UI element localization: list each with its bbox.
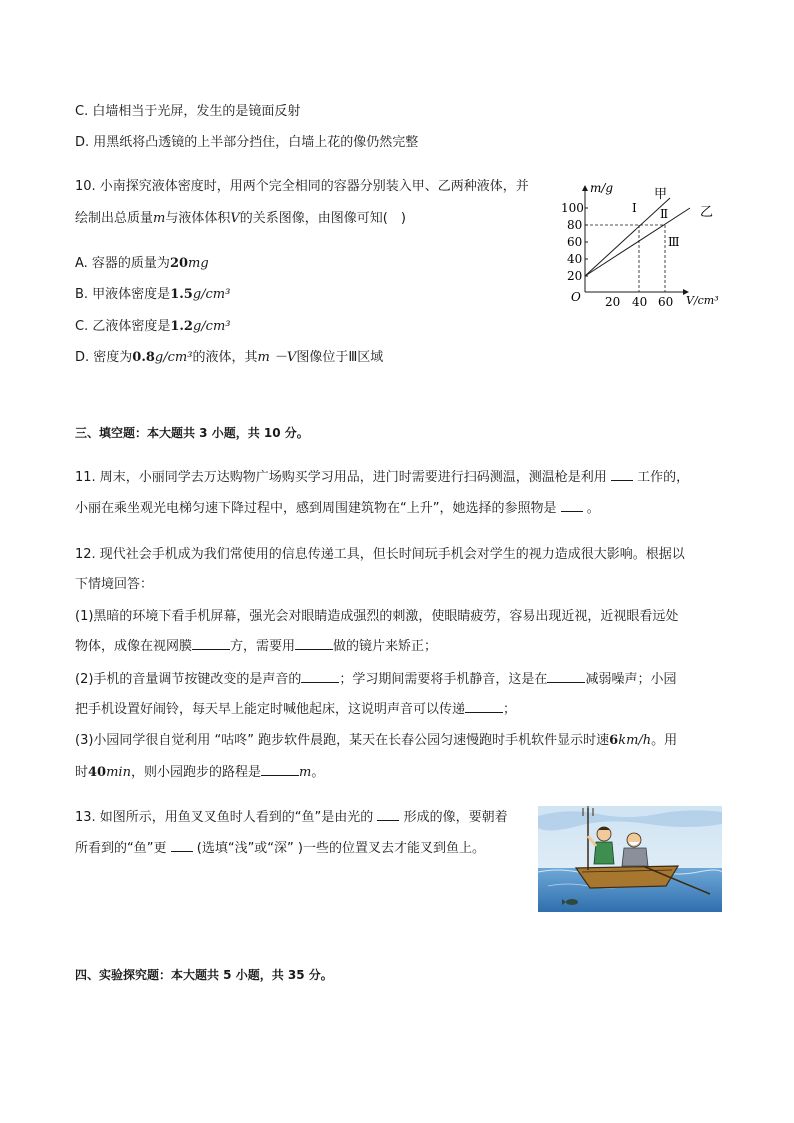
q12-p2-text-e: ；: [503, 702, 517, 717]
q13-blank-1: [377, 808, 399, 821]
q11-text-b: 工作的，: [637, 470, 690, 485]
q12-blank-5: [465, 700, 503, 713]
q9-option-d: D. 用黑纸将凸透镜的上半部分挡住，白墙上花的像仍然完整: [75, 135, 419, 150]
q11-blank-2: [561, 499, 583, 512]
q12-p1-text-c: 做的镜片来矫正；: [333, 639, 438, 654]
q12-blank-2: [295, 637, 333, 650]
boat: [576, 866, 678, 888]
q10-option-b: [75, 286, 230, 304]
q11-blank-1: [611, 468, 633, 481]
q10-option-b-unit: g/cm³: [192, 287, 231, 302]
x-axis-label: V/cm³: [686, 294, 719, 307]
q12-blank-3: [301, 670, 339, 683]
q10-option-a-text: A. 容器的质量为: [75, 256, 170, 271]
q12-time-value: 40: [88, 765, 107, 780]
q10-stem-text-c: 的关系图像，由图像可知( ): [239, 211, 406, 226]
y-tick-label-80: 80: [567, 218, 583, 232]
line-jia-label: 甲: [654, 187, 668, 202]
q12-p3-text-a: (3)小园同学很自觉利用 “咕咚” 跑步软件晨跑，某天在长春公园匀速慢跑时手机软件显示时速: [75, 733, 610, 748]
q10-option-a: [75, 255, 209, 273]
q12-part3-line1: [75, 732, 677, 750]
y-tick-label-40: 40: [567, 252, 583, 266]
boy-shirt: [594, 842, 614, 864]
q12-blank-6: [261, 763, 299, 776]
q12-part2-line2: [75, 700, 516, 719]
q10-option-c-unit: g/cm³: [192, 319, 231, 334]
q10-symbol-m: m: [153, 211, 166, 226]
q12-p2-text-b: ；学习期间需要将手机静音，这是在: [339, 672, 548, 687]
q10-option-c-text: C. 乙液体密度是: [75, 319, 171, 334]
region-2-label: Ⅱ: [660, 207, 669, 221]
q10-option-d-post: 图像位于Ⅲ区域: [296, 350, 384, 365]
q10-symbol-v: V: [230, 211, 240, 226]
q12-distance-unit: m: [298, 765, 312, 780]
q12-p2-text-a: (2)手机的音量调节按键改变的是声音的: [75, 672, 302, 687]
q13-line2: [75, 839, 485, 858]
q10-option-d: [75, 349, 383, 367]
q12-p2-text-c: 减弱噪声；小园: [585, 672, 677, 687]
region-3-label: Ⅲ: [668, 235, 680, 249]
section-3-heading: 三、填空题：本大题共 3 小题，共 10 分。: [75, 426, 309, 440]
q10-option-a-value: 20: [169, 256, 189, 271]
y-tick-label-60: 60: [567, 235, 583, 249]
q12-p3-text-d: ，则小园跑步的路程是: [130, 765, 261, 780]
region-1-label: Ⅰ: [632, 201, 637, 215]
q10-option-d-mid: 的液体，其: [192, 350, 258, 365]
q10-option-a-unit: mg: [188, 256, 209, 271]
man-coat: [622, 848, 648, 866]
y-axis-label: m/g: [590, 181, 614, 195]
q11-text-c: 小丽在乘坐观光电梯匀速下降过程中，感到周围建筑物在“上升”，她选择的参照物是: [75, 501, 557, 516]
q11-line1: [75, 468, 689, 487]
q12-p3-text-c: 时: [75, 765, 89, 780]
q13-blank-2: [171, 839, 193, 852]
x-tick-label-20: 20: [605, 295, 621, 309]
mass-volume-graph: [560, 180, 730, 310]
q13-text-d: (选填“浅”或“深” )一些的位置叉去才能叉到鱼上。: [196, 841, 485, 856]
x-tick-label-40: 40: [632, 295, 648, 309]
q10-option-c-value: 1.2: [170, 319, 193, 334]
y-tick-label-20: 20: [567, 269, 583, 283]
q12-part3-line2: [75, 763, 324, 782]
section-4-heading: 四、实验探究题：本大题共 5 小题，共 35 分。: [75, 968, 333, 982]
q11-text-a: 11. 周末，小丽同学去万达购物广场购买学习用品，进门时需要进行扫码测温，测温枪是利用: [75, 470, 607, 485]
q12-speed-unit: km/h: [618, 733, 652, 748]
q11-line2: [75, 499, 600, 518]
q10-option-c: [75, 318, 231, 336]
q12-p2-text-d: 把手机设置好闹铃，每天早上能定时喊他起床，这说明声音可以传递: [75, 702, 466, 717]
q12-part2-line1: [75, 670, 676, 689]
q11-text-d: 。: [586, 501, 600, 516]
q12-blank-4: [547, 670, 585, 683]
line-jia: [585, 198, 670, 276]
q12-line2: 下情境回答：: [75, 577, 154, 592]
q10-stem-text-a: 绘制出总质量: [75, 211, 154, 226]
origin-label: O: [571, 290, 581, 304]
q12-speed-value: 6: [609, 733, 619, 748]
q9-option-c: C. 白墙相当于光屏，发生的是镜面反射: [75, 104, 301, 119]
q12-blank-1: [192, 637, 230, 650]
q10-stem-line1: 10. 小南探究液体密度时，用两个完全相同的容器分别装入甲、乙两种液体，并: [75, 179, 529, 194]
y-tick-label-100: 100: [561, 201, 584, 215]
q13-text-a: 13. 如图所示，用鱼叉叉鱼时人看到的“鱼”是由光的: [75, 810, 374, 825]
q10-stem-text-b: 与液体体积: [165, 211, 231, 226]
fish: [566, 899, 578, 905]
q12-p1-text-a: 物体，成像在视网膜: [75, 639, 193, 654]
q12-p1-text-b: 方，需要用: [230, 639, 296, 654]
q12-p3-text-b: 。用: [651, 733, 678, 748]
x-tick-label-60: 60: [658, 295, 674, 309]
q10-option-b-value: 1.5: [170, 287, 193, 302]
q12-line1: 12. 现代社会手机成为我们常使用的信息传递工具，但长时间玩手机会对学生的视力造成很大影响。根据以: [75, 547, 685, 562]
q12-part1-line1: (1)黑暗的环境下看手机屏幕，强光会对眼睛造成强烈的刺激，使眼睛疲劳，容易出现近视，近视眼看远处: [75, 609, 679, 624]
q10-option-d-mv: m －V: [257, 350, 297, 365]
q10-option-d-unit: g/cm³: [154, 350, 193, 365]
q12-p3-text-e: 。: [311, 765, 325, 780]
q13-text-c: 所看到的“鱼”更: [75, 841, 167, 856]
q10-option-b-text: B. 甲液体密度是: [75, 287, 171, 302]
q12-part1-line2: [75, 637, 437, 656]
q10-option-d-text: D. 密度为: [75, 350, 133, 365]
q10-stem-line2: [75, 210, 406, 228]
q10-option-d-value: 0.8: [132, 350, 155, 365]
q13-line1: [75, 808, 508, 827]
fishing-illustration: [538, 806, 722, 912]
q12-time-unit: min: [106, 765, 131, 780]
line-yi-label: 乙: [700, 205, 714, 220]
q13-text-b: 形成的像，要朝着: [403, 810, 508, 825]
